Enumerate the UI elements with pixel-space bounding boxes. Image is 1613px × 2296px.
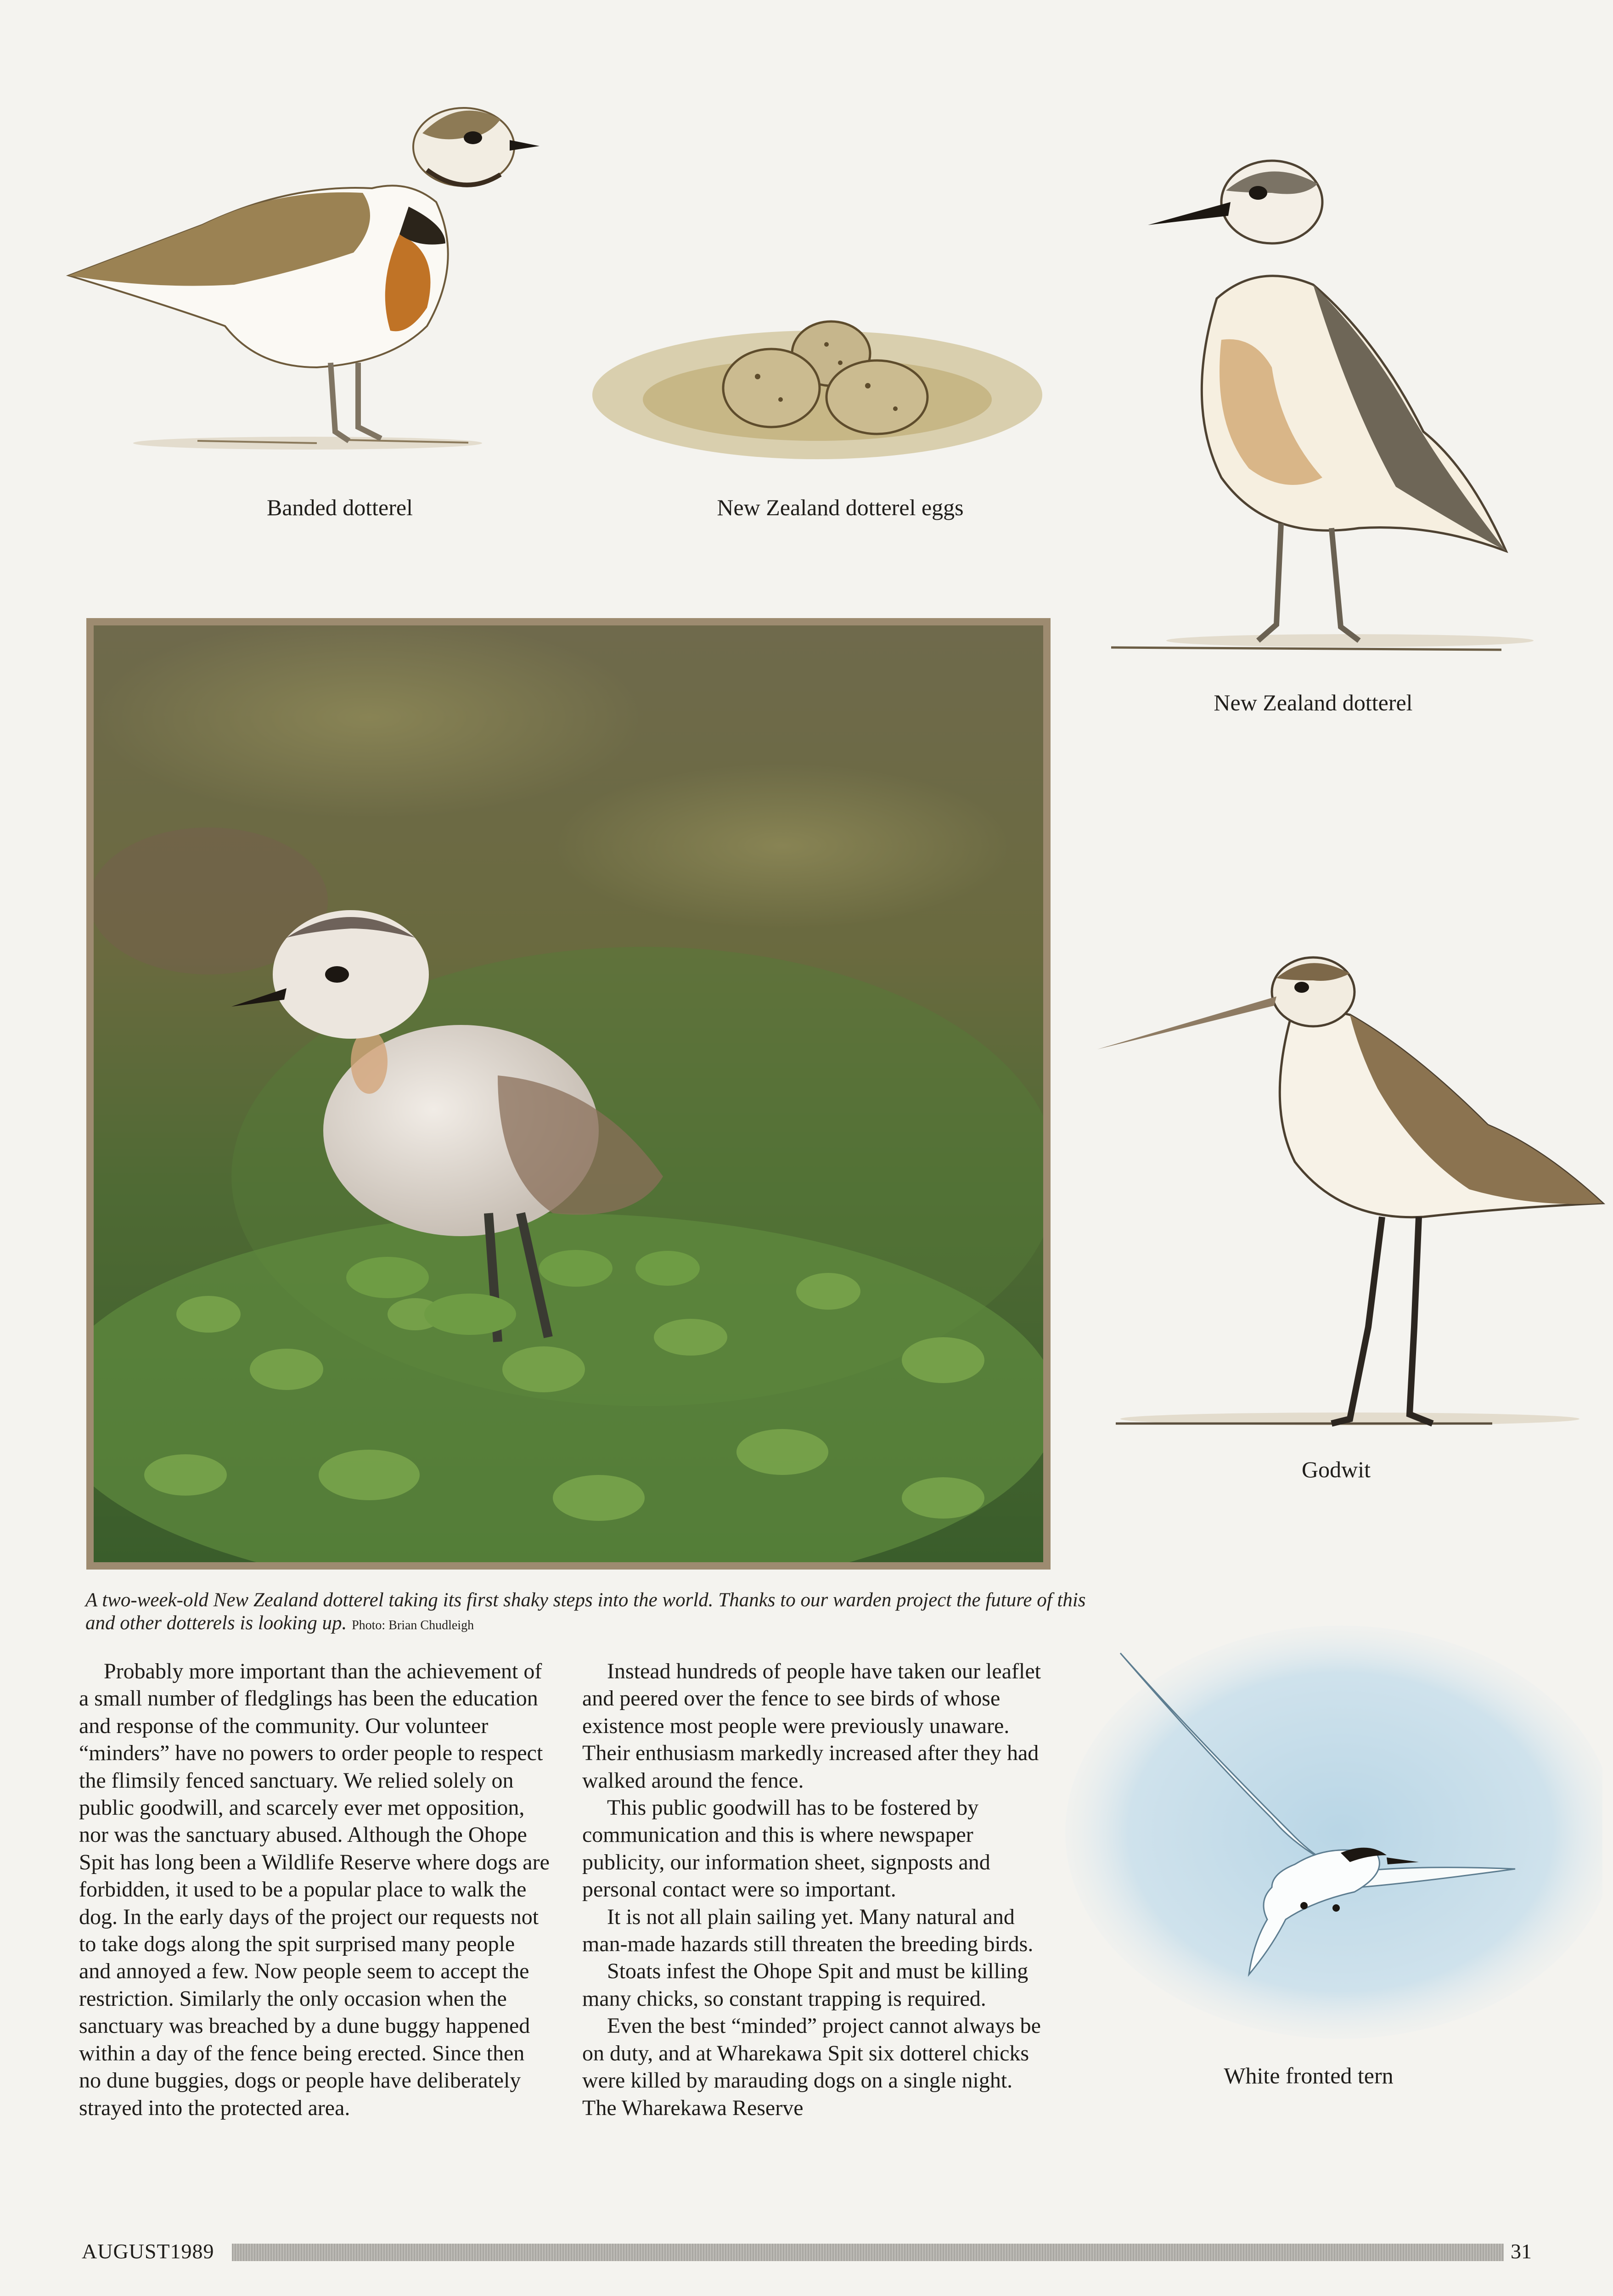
nz-dotterel-label: New Zealand dotterel: [1214, 690, 1413, 715]
godwit-drawing: [1093, 932, 1613, 1437]
nz-dotterel-eggs-label: New Zealand dotterel eggs: [717, 495, 964, 520]
white-fronted-tern-drawing: [1056, 1626, 1602, 2039]
article-paragraph: Even the best “minded” project cannot always be on duty, and at Wharekawa Spit six dotterel chicks were killed by marauding dogs on a single night. The Wharekawa Reserve: [582, 2014, 1041, 2120]
banded-dotterel-label: Banded dotterel: [267, 495, 413, 520]
banded-dotterel-illustration: [60, 69, 556, 459]
white-fronted-tern-illustration: [1056, 1626, 1602, 2039]
nz-dotterel-eggs-illustration: [583, 303, 1051, 468]
banded-dotterel-drawing: [60, 69, 556, 459]
dotterel-chick-photo: [86, 618, 1051, 1570]
nz-dotterel-eggs-drawing: [583, 303, 1051, 468]
page-number: 31: [1511, 2240, 1532, 2263]
dotterel-chick-photo-image: [94, 625, 1043, 1562]
photo-caption: [85, 1589, 1105, 1637]
photo-caption-text: A two-week-old New Zealand dotterel taking its first shaky steps into the world. Thanks to our warden project the future of this and other dotterels is looking up.: [85, 1589, 1086, 1634]
article-paragraph: Stoats infest the Ohope Spit and must be killing many chicks, so constant trapping is required.: [582, 1959, 1028, 2011]
godwit-label: Godwit: [1302, 1457, 1371, 1482]
article-paragraph: This public goodwill has to be fostered by communication and this is where newspaper publicity, our information sheet, signposts and personal contact were so important.: [582, 1795, 990, 1902]
white-fronted-tern-label: White fronted tern: [1224, 2063, 1394, 2088]
issue-date: AUGUST1989: [82, 2240, 214, 2263]
photo-credit: Photo: Brian Chudleigh: [352, 1618, 474, 1632]
article-paragraph: Instead hundreds of people have taken our leaflet and peered over the fence to see birds of whose existence most people were previously unaware. Their enthusiasm markedly increased after they had walked around the fence.: [582, 1659, 1041, 1793]
article-paragraph: It is not all plain sailing yet. Many natural and man-made hazards still threaten the breeding birds.: [582, 1904, 1034, 1957]
godwit-illustration: [1093, 932, 1613, 1437]
article-column-right: [582, 1658, 1046, 2122]
nz-dotterel-illustration: [1074, 147, 1534, 675]
article-paragraph: Probably more important than the achievement of a small number of fledglings has been the education and response of the community. Our volunteer “minders” have no powers to order people to respect the flimsily fenced sanctuary. We relied solely on public goodwill, and scarcely ever met opposition, nor was the sanctuary abused. Although the Ohope Spit has long been a Wildlife Reserve where dogs are forbidden, it used to be a popular place to walk the dog. In the early days of the project our requests not to take dogs along the spit surprised many people and annoyed a few. Now people seem to accept the restriction. Similarly the only occasion when the sanctuary was breached by a dune buggy happened within a day of the fence being erected. Since then no dune buggies, dogs or people have deliberately strayed into the protected area.: [79, 1659, 550, 2120]
nz-dotterel-drawing: [1074, 147, 1534, 675]
footer-rule: [232, 2244, 1504, 2261]
article-column-left: [79, 1658, 552, 2122]
